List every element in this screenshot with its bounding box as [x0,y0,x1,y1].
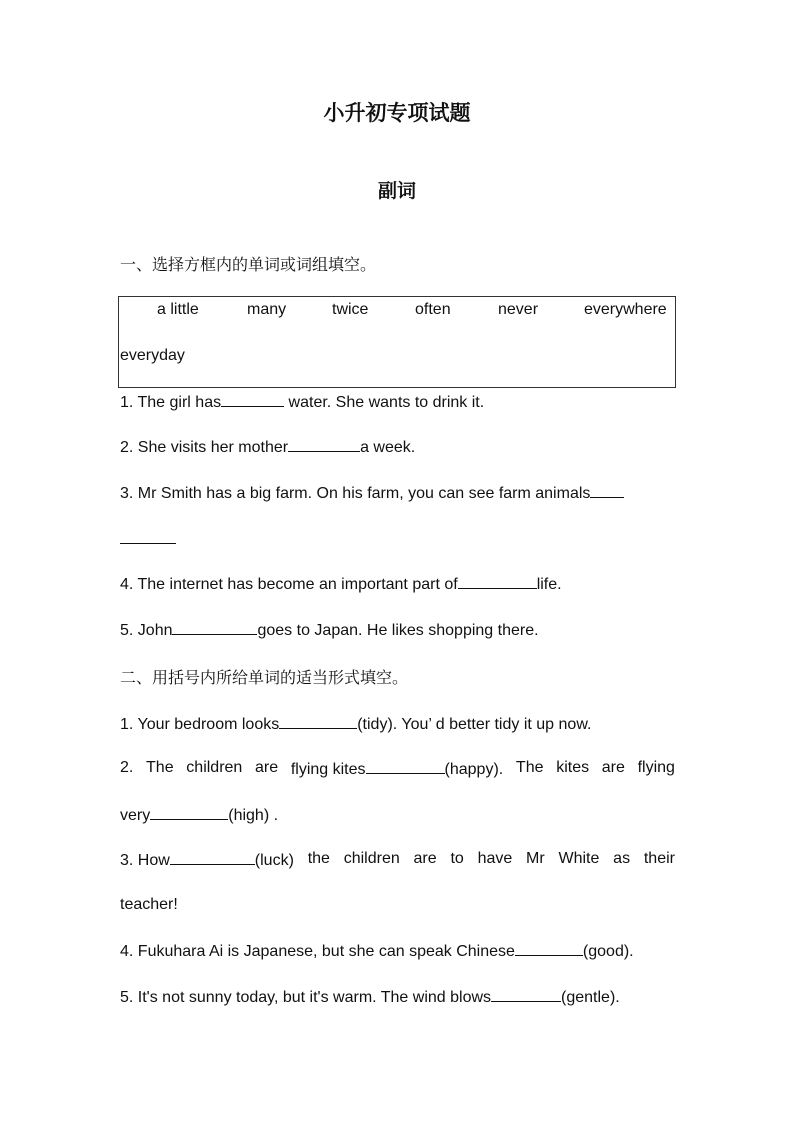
s2-question-2 [120,759,675,779]
answer-blank[interactable] [172,620,257,635]
question-text: 4. The internet has become an important part of [120,576,458,593]
s2-question-5 [120,987,620,1007]
s2-question-2-continued [120,805,278,825]
question-text: very [120,807,151,824]
question-text: 1. The girl has [120,394,222,411]
question-text: a week. [360,439,416,456]
s2-question-3-continued: teacher! [120,896,178,913]
question-text: life. [536,576,562,593]
s1-question-3 [120,483,624,503]
section1-heading: 一、选择方框内的单词或词组填空。 [120,255,377,274]
s2-question-3 [120,850,675,870]
question-text: 3. Mr Smith has a big farm. On his farm, you can see farm animals [120,485,591,502]
question-text: 4. Fukuhara Ai is Japanese, but she can speak Chinese [120,943,515,960]
question-text: (high) . [228,807,279,824]
s1-question-1 [120,392,484,412]
question-word: White [558,850,600,867]
answer-blank[interactable] [366,759,445,774]
question-word: as [613,850,631,867]
question-word: are [601,759,625,776]
question-word-group [291,759,503,779]
answer-blank[interactable] [458,574,537,589]
page-subtitle: 副词 [377,180,416,202]
answer-blank[interactable] [120,529,176,544]
question-word: the [307,850,330,867]
word-bank-item: twice [332,301,369,318]
question-word: The [515,759,544,776]
question-text: (good). [582,943,634,960]
question-word: children [343,850,400,867]
question-word: their [643,850,675,867]
question-text: goes to Japan. He likes shopping there. [257,622,539,639]
answer-blank[interactable] [170,850,255,865]
question-word: have [477,850,513,867]
question-text: (happy). [444,761,504,778]
section2-heading: 二、用括号内所给单词的适当形式填空。 [120,668,409,687]
s2-question-1 [120,714,591,734]
s1-question-4 [120,574,562,594]
answer-blank[interactable] [515,941,583,956]
question-text: 2. She visits her mother [120,439,289,456]
word-bank-box [118,296,676,388]
word-bank-item: never [498,301,539,318]
answer-blank[interactable] [221,392,284,407]
question-word: children [186,759,243,776]
word-bank-item: everyday [120,347,185,364]
question-word-group [120,850,294,870]
answer-blank[interactable] [491,987,561,1002]
word-bank-item: many [247,301,287,318]
answer-blank[interactable] [590,483,624,498]
question-text: water. She wants to drink it. [284,394,485,411]
page-title: 小升初专项试题 [323,101,471,125]
question-text: (tidy). You’ d better tidy it up now. [357,716,592,733]
word-bank-item: everywhere [584,301,667,318]
s2-question-4 [120,941,634,961]
question-word: Mr [526,850,545,867]
question-word: are [255,759,279,776]
answer-blank[interactable] [288,437,360,452]
question-word: The [146,759,174,776]
question-text: (gentle). [561,989,620,1006]
question-text: 3. How [120,852,170,869]
question-word: flying [637,759,675,776]
question-text: (luck) [254,852,294,869]
question-word: are [413,850,437,867]
answer-blank[interactable] [279,714,357,729]
question-text: 5. It's not sunny today, but it's warm. The wind blows [120,989,492,1006]
question-text: 1. Your bedroom looks [120,716,280,733]
s1-question-5 [120,620,539,640]
answer-blank[interactable] [150,805,228,820]
question-word: 2. [120,759,134,776]
question-text: flying kites [290,761,366,778]
s1-question-3-continued [120,529,176,549]
question-word: kites [556,759,590,776]
word-bank-item: a little [157,301,199,318]
s1-question-2 [120,437,415,457]
question-word: to [450,850,464,867]
word-bank-item: often [415,301,451,318]
question-text: 5. John [120,622,173,639]
